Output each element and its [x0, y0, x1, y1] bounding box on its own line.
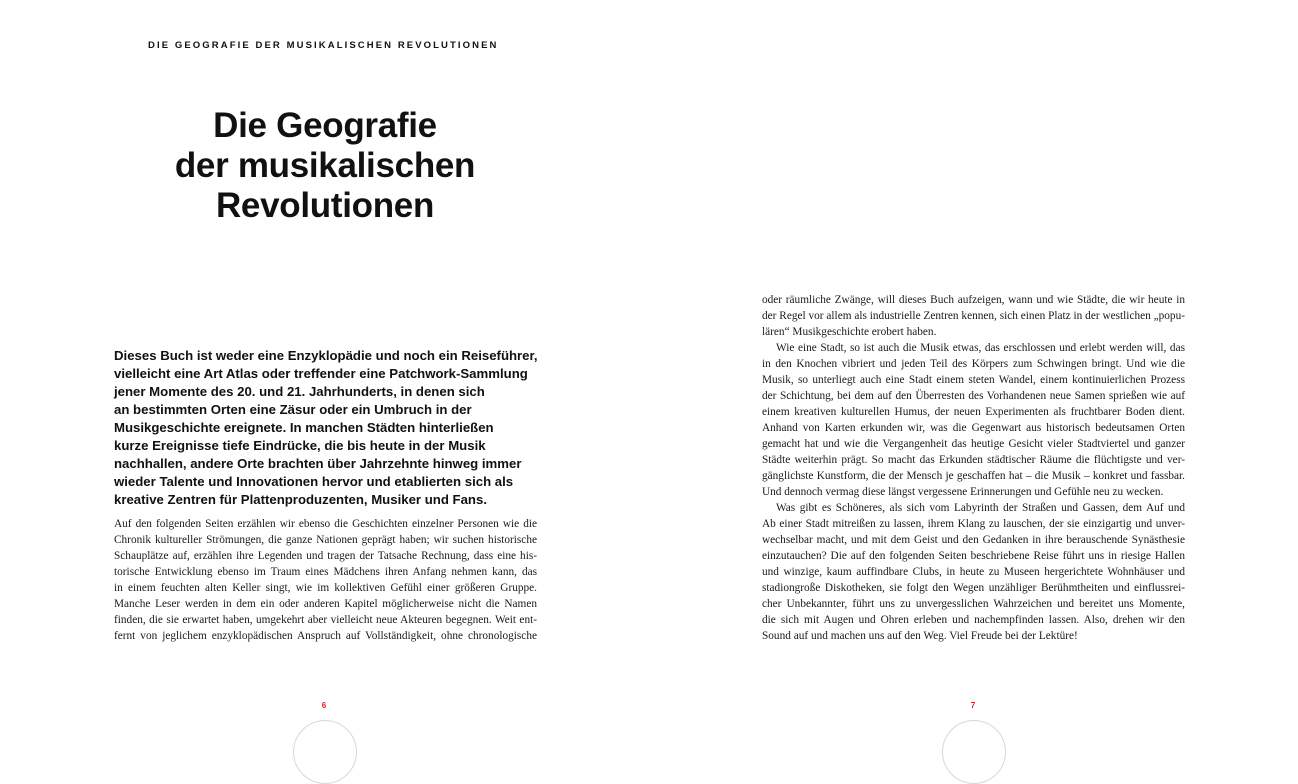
body-line: gemacht hat und wie die Vergangenheit das heutige Gesicht vieler Stadtviertel und ganzer	[762, 438, 1185, 450]
body-line: Chronik kultureller Strömungen, die ganze Nationen geprägt haben; wir suchen historische	[114, 534, 537, 546]
body-line: die sich mit Augen und Ohren erleben und nachempfinden lassen. Also, drehen wir den	[762, 614, 1185, 626]
lead-line: Dieses Buch ist weder eine Enzyklopädie und noch ein Reiseführer,	[114, 348, 538, 363]
lead-paragraph	[114, 347, 544, 509]
body-line: gänglichste Kunstform, die der Mensch je geschaffen hat – die Musik – konkret und fassbar.	[762, 470, 1185, 482]
body-line: Musik, so unterliegt auch eine Stadt einem steten Wandel, einem kontinuierlichen Prozess	[762, 374, 1185, 386]
lead-line: wieder Talente und Innovationen hervor und etablierten sich als	[114, 474, 514, 489]
lead-line: jener Momente des 20. und 21. Jahrhunderts, in denen sich	[114, 384, 485, 399]
chapter-title	[114, 106, 536, 226]
body-line: einzutauchen? Die auf den folgenden Seiten beschriebene Reise führt uns in riesige Hallen	[762, 550, 1185, 562]
lead-line: nachhallen, andere Orte brachten über Jahrzehnte hinweg immer	[114, 456, 522, 471]
lead-line: Musikgeschichte ereignete. In manchen Städten hinterließen	[114, 420, 494, 435]
right-body-text	[762, 292, 1185, 644]
page-number-right: 7	[970, 701, 976, 710]
lead-line: an bestimmten Orten eine Zäsur oder ein Umbruch in der	[114, 402, 472, 417]
body-line: Anhand von Karten erkunden wir, was die Gegenwart aus historisch bedeutsamen Orten	[762, 422, 1185, 434]
body-line: cher Unbekannter, führt uns zu unvergesslichen Wahrzeichen und bereitet uns Momente,	[762, 598, 1185, 610]
body-line: stadiongroße Diskotheken, sie folgt den Wegen unzähliger Berühmtheiten und einflussrei-	[762, 582, 1185, 594]
body-line: einem kreativen kulturellen Humus, der neuen Experimenten als fruchtbarer Boden dient.	[762, 406, 1185, 418]
running-head: DIE GEOGRAFIE DER MUSIKALISCHEN REVOLUTIONEN	[148, 40, 499, 51]
lead-line: vielleicht eine Art Atlas oder treffender eine Patchwork-Sammlung	[114, 366, 528, 381]
lead-line: kurze Ereignisse tiefe Eindrücke, die bis heute in der Musik	[114, 438, 486, 453]
decorative-arc-left	[293, 720, 357, 784]
body-line: Und dennoch vermag diese längst vergessene Erinnerungen und Gefühle neu zu wecken.	[762, 486, 1164, 498]
body-line: torische Entwicklung ebenso im Traum eines Mädchens ihren Anfang nehmen kann, das	[114, 566, 537, 578]
body-line: wechselbar macht, und mit dem Geist und den Gedanken in ihre berauschende Synästhesie	[762, 534, 1185, 546]
body-line: lären“ Musikgeschichte erobert haben.	[762, 326, 937, 338]
body-line: finden, die sie erwartet haben, umgekehrt aber vielleicht neue Akteuren begegnen. Weit ent-	[114, 614, 537, 626]
body-line: Wie eine Stadt, so ist auch die Musik etwas, das erschlossen und erlebt werden will, das	[776, 342, 1185, 354]
body-line: oder räumliche Zwänge, will dieses Buch aufzeigen, wann und wie Städte, die wir heute in	[762, 294, 1185, 306]
body-line: Auf den folgenden Seiten erzählen wir ebenso die Geschichten einzelner Personen wie die	[114, 518, 537, 530]
body-line: in den Knochen vibriert und jeden Teil des Körpers zum Schwingen bringt. Und wie die	[762, 358, 1185, 370]
body-line: Sound auf und machen uns auf den Weg. Viel Freude bei der Lektüre!	[762, 630, 1078, 642]
body-line: Ab einer Stadt mitreißen zu lassen, ihrem Klang zu lauschen, der sie einzigartig und unver-	[762, 518, 1185, 530]
decorative-arc-right	[942, 720, 1006, 784]
body-line: in einem feuchten alten Keller singt, wie im kollektiven Gefühl einer größeren Gruppe.	[114, 582, 537, 594]
body-line: fernt von jeglichem enzyklopädischen Anspruch auf Vollständigkeit, ohne chronologische	[114, 630, 537, 642]
body-line: der Regel vor allem als industrielle Zentren kennen, sich einen Platz in der westlichen „popu-	[762, 310, 1185, 322]
title-line: Die Geografie	[213, 106, 437, 145]
body-line: und winzige, kaum auffindbare Clubs, in heute zu Museen hergerichtete Wohnhäuser und	[762, 566, 1185, 578]
body-line: Städte weiterhin prägt. So macht das Erkunden städtischer Räume die flüchtigste und ver-	[762, 454, 1185, 466]
title-line: Revolutionen	[215, 186, 435, 225]
body-line: Was gibt es Schöneres, als sich vom Labyrinth der Straßen und Gassen, dem Auf und	[776, 502, 1185, 514]
page-number-left: 6	[321, 701, 327, 710]
title-line: der musikalischen	[174, 146, 476, 185]
body-line: Manche Leser werden in dem ein oder anderen Kapitel möglicherweise nicht die Namen	[114, 598, 537, 610]
left-body-text	[114, 516, 537, 644]
body-line: der Schichtung, bei dem auf den Überresten des Vorhandenen neue Samen sprießen wie auf	[762, 390, 1185, 402]
lead-line: kreative Zentren für Plattenproduzenten, Musiker und Fans.	[114, 492, 487, 507]
body-line: Schauplätze auf, erzählen ihre Legenden und tragen der Tatsache Rechnung, dass eine his-	[114, 550, 537, 562]
